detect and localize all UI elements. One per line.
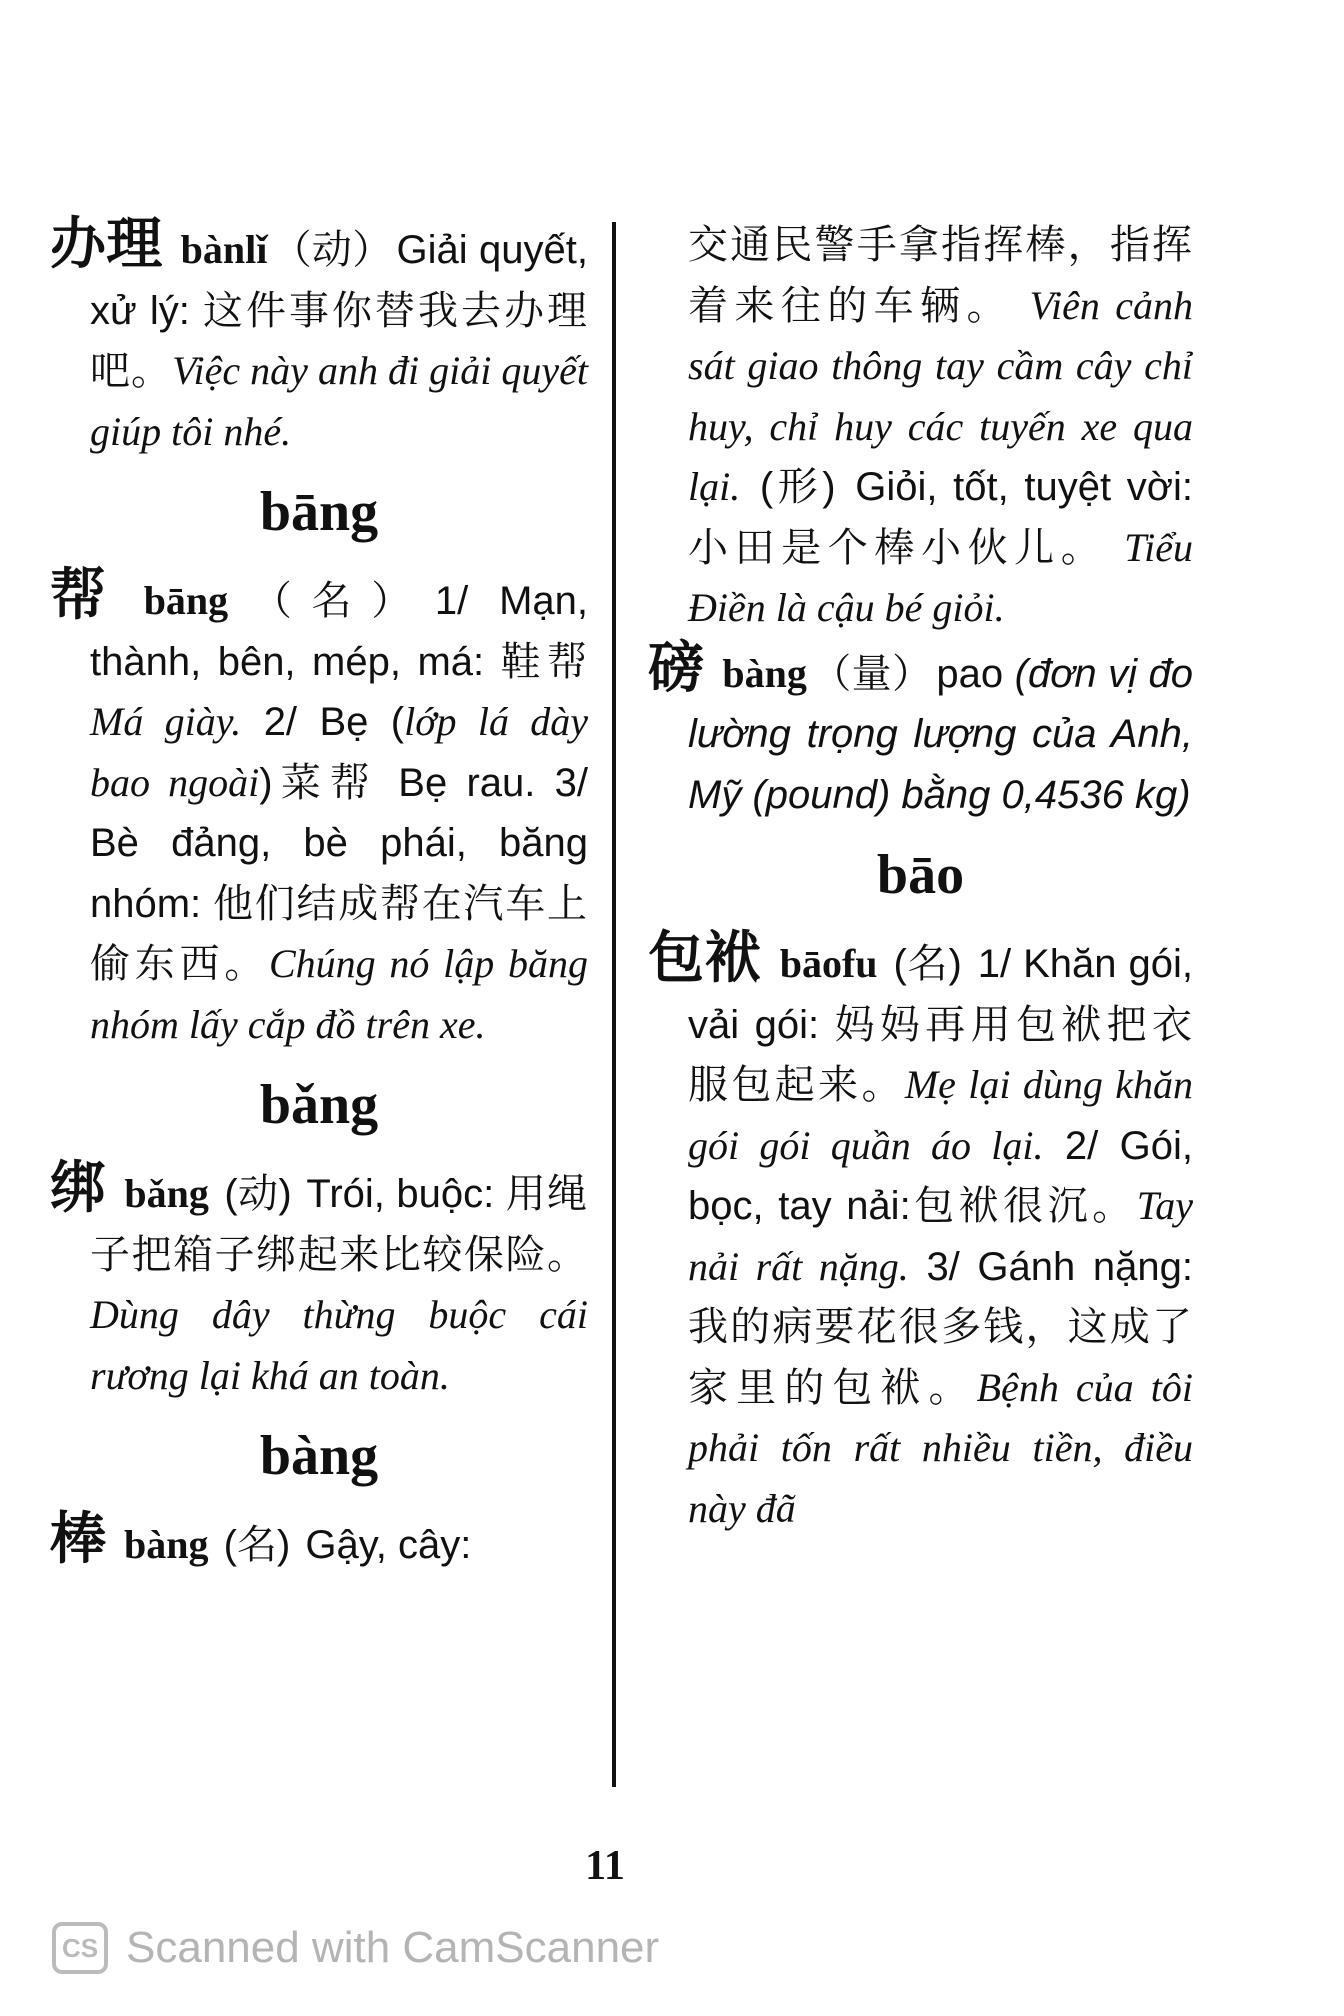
page-number: 11 (585, 1843, 625, 1889)
definition-1: 1/ Khăn gói, vải gói: (688, 942, 1193, 1047)
column-divider (612, 222, 616, 1787)
definition-2-close: ) (259, 760, 273, 805)
example-zh: 用绳子把箱子绑起来比较保险。 (90, 1171, 589, 1278)
part-of-speech: (动) (224, 1172, 292, 1216)
example-vi: Việc này anh đi giải quyết giúp tôi nhé. (90, 348, 588, 454)
pinyin: bàng (722, 650, 807, 696)
part-of-speech: （名） (232, 579, 431, 623)
pinyin: bāng (143, 578, 229, 623)
camscanner-logo-icon: CS (52, 1922, 108, 1974)
definition-2-note: lớp lá dày bao ngoài (90, 699, 588, 805)
syllable-heading: bǎng (259, 1074, 379, 1136)
syllable-heading: bāo (876, 844, 965, 906)
part-of-speech: （动） (271, 228, 393, 272)
pinyin: bǎng (124, 1171, 209, 1216)
pinyin: bàng (124, 1522, 209, 1567)
example-zh-1: 鞋帮 (500, 638, 588, 685)
part-of-speech: (名) (893, 942, 962, 986)
headword: 包袱 (648, 926, 762, 991)
example-zh-1: 妈妈再用包袱把衣服包起来。 (688, 1001, 1193, 1108)
example-vi-1: Mẹ lại dùng khăn gói gói quần áo lại. (688, 1062, 1193, 1168)
example-vi-3: Bệnh của tôi phải tốn rất nhiều tiền, điều này đã (688, 1364, 1193, 1531)
headword: 棒 (50, 1507, 106, 1572)
entry-bang-help (50, 563, 589, 1055)
example-vi-3: Chúng nó lập băng nhóm lấy cắp đồ trên xe. (90, 941, 589, 1047)
entry-bang-pound (648, 635, 1194, 826)
definition: Gậy, cây: (305, 1523, 472, 1567)
entry-banli (50, 212, 589, 462)
example-zh-2: 包袱很沉。 (910, 1183, 1137, 1229)
example-vi: Dùng dây thừng buộc cái rương lại khá an toàn. (90, 1292, 588, 1398)
definition: Trói, buộc: (306, 1172, 495, 1216)
part-of-speech: (形) (759, 465, 836, 509)
entry-baofu (648, 926, 1194, 1539)
right-column (648, 215, 1193, 1539)
left-column (50, 212, 589, 1576)
part-of-speech: (名) (223, 1523, 291, 1567)
definition: pao (936, 651, 1004, 696)
example-zh-2: 菜帮 (272, 759, 380, 806)
entry-bang-stick (50, 1507, 588, 1576)
pinyin: bāofu (779, 941, 878, 986)
example-vi-2: Tay nải rất nặng. (688, 1183, 1194, 1289)
definition-2: 2/ Bẹ ( (263, 700, 405, 744)
definition-2: 2/ Gói, bọc, tay nải: (688, 1123, 1194, 1228)
example-vi: Viên cảnh sát giao thông tay cầm cây chỉ huy, chỉ huy các tuyến xe qua lại. (688, 282, 1194, 509)
camscanner-watermark (52, 1916, 659, 1980)
definition-3: 3/ Gánh nặng: (926, 1244, 1193, 1289)
example-zh-3: 我的病要花很多钱，这成了家里的包袱。 (688, 1304, 1193, 1411)
headword: 绑 (50, 1156, 107, 1221)
headword: 办理 (50, 212, 163, 277)
definition-note: (đơn vị đo lường trọng lượng của Anh, Mỹ (pound) bằng 0,4536 kg) (688, 651, 1194, 817)
definition: Giỏi, tốt, tuyệt vời: (855, 465, 1193, 509)
headword: 帮 (50, 563, 126, 628)
entry-continuation (648, 215, 1193, 639)
watermark-text: Scanned with CamScanner (126, 1923, 660, 1972)
syllable-heading: bāng (259, 481, 379, 543)
example-zh-2: 小田是个棒小伙儿。 (688, 524, 1108, 571)
headword: 磅 (648, 635, 705, 701)
entry-bang-tie (50, 1156, 589, 1406)
example-vi-1: Má giày. (90, 699, 242, 744)
example-zh-3: 他们结成帮在汽车上偷东西。 (90, 880, 588, 987)
definition-3: Bẹ rau. 3/ Bè đảng, bè phái, băng nhóm: (90, 760, 588, 926)
example-zh: 交通民警手拿指挥棒，指挥着来往的车辆。 (688, 222, 1193, 329)
example-vi-2: Tiểu Điền là cậu bé giỏi. (688, 524, 1193, 630)
definition-1: 1/ Mạn, thành, bên, mép, má: (90, 579, 589, 684)
part-of-speech: （量） (810, 651, 933, 696)
example-zh: 这件事你替我去办理吧。 (90, 287, 589, 394)
definition: Giải quyết, xử lý: (90, 228, 589, 333)
pinyin: bànlǐ (180, 227, 268, 272)
syllable-heading: bàng (259, 1425, 379, 1487)
